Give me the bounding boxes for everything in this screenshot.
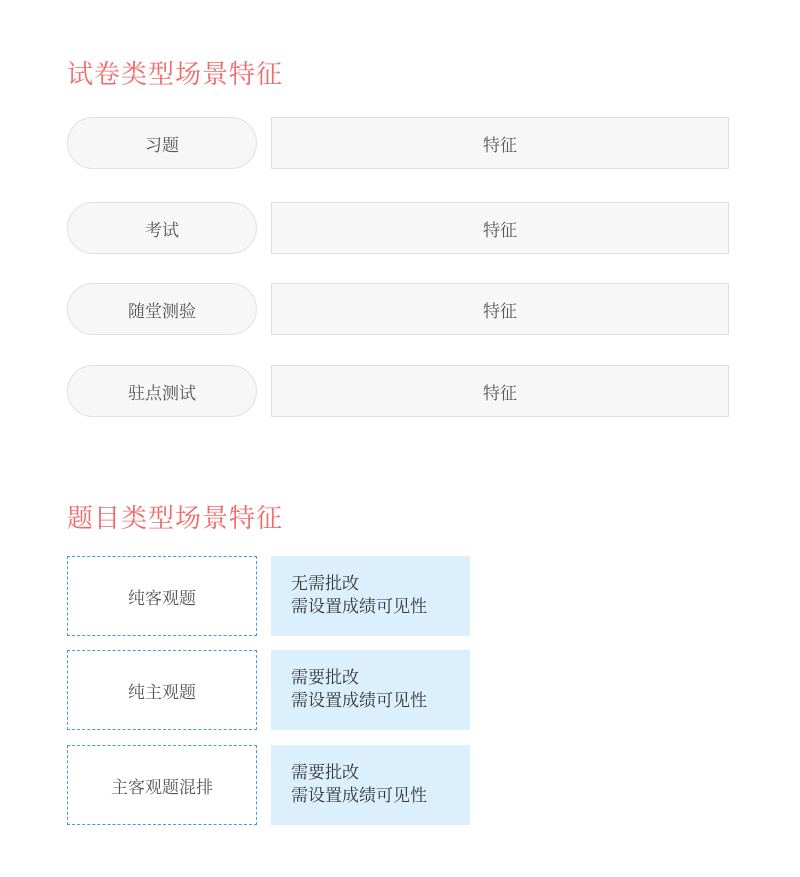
question-type-box-objective: 纯客观题 (67, 556, 257, 636)
question-feature-box-mixed (271, 745, 470, 825)
exam-feature-box-exercise: 特征 (271, 117, 729, 169)
question-type-box-subjective: 纯主观题 (67, 650, 257, 730)
question-feature-box-objective (271, 556, 470, 636)
question-type-section-title: 题目类型场景特征 (67, 504, 284, 534)
exam-type-section-title: 试卷类型场景特征 (67, 60, 284, 90)
question-feature-line2: 需设置成绩可见性 (291, 597, 427, 617)
question-feature-line2: 需设置成绩可见性 (291, 786, 427, 806)
question-feature-line1: 需要批改 (291, 668, 359, 688)
exam-feature-box-onsite-test: 特征 (271, 365, 729, 417)
question-type-box-mixed: 主客观题混排 (67, 745, 257, 825)
exam-type-pill-onsite-test: 驻点测试 (67, 365, 257, 417)
exam-feature-box-quiz: 特征 (271, 283, 729, 335)
question-feature-line1: 需要批改 (291, 763, 359, 783)
question-feature-line1: 无需批改 (291, 574, 359, 594)
exam-feature-box-exam: 特征 (271, 202, 729, 254)
question-feature-line2: 需设置成绩可见性 (291, 691, 427, 711)
question-feature-box-subjective (271, 650, 470, 730)
exam-type-pill-quiz: 随堂测验 (67, 283, 257, 335)
exam-type-pill-exam: 考试 (67, 202, 257, 254)
exam-type-pill-exercise: 习题 (67, 117, 257, 169)
